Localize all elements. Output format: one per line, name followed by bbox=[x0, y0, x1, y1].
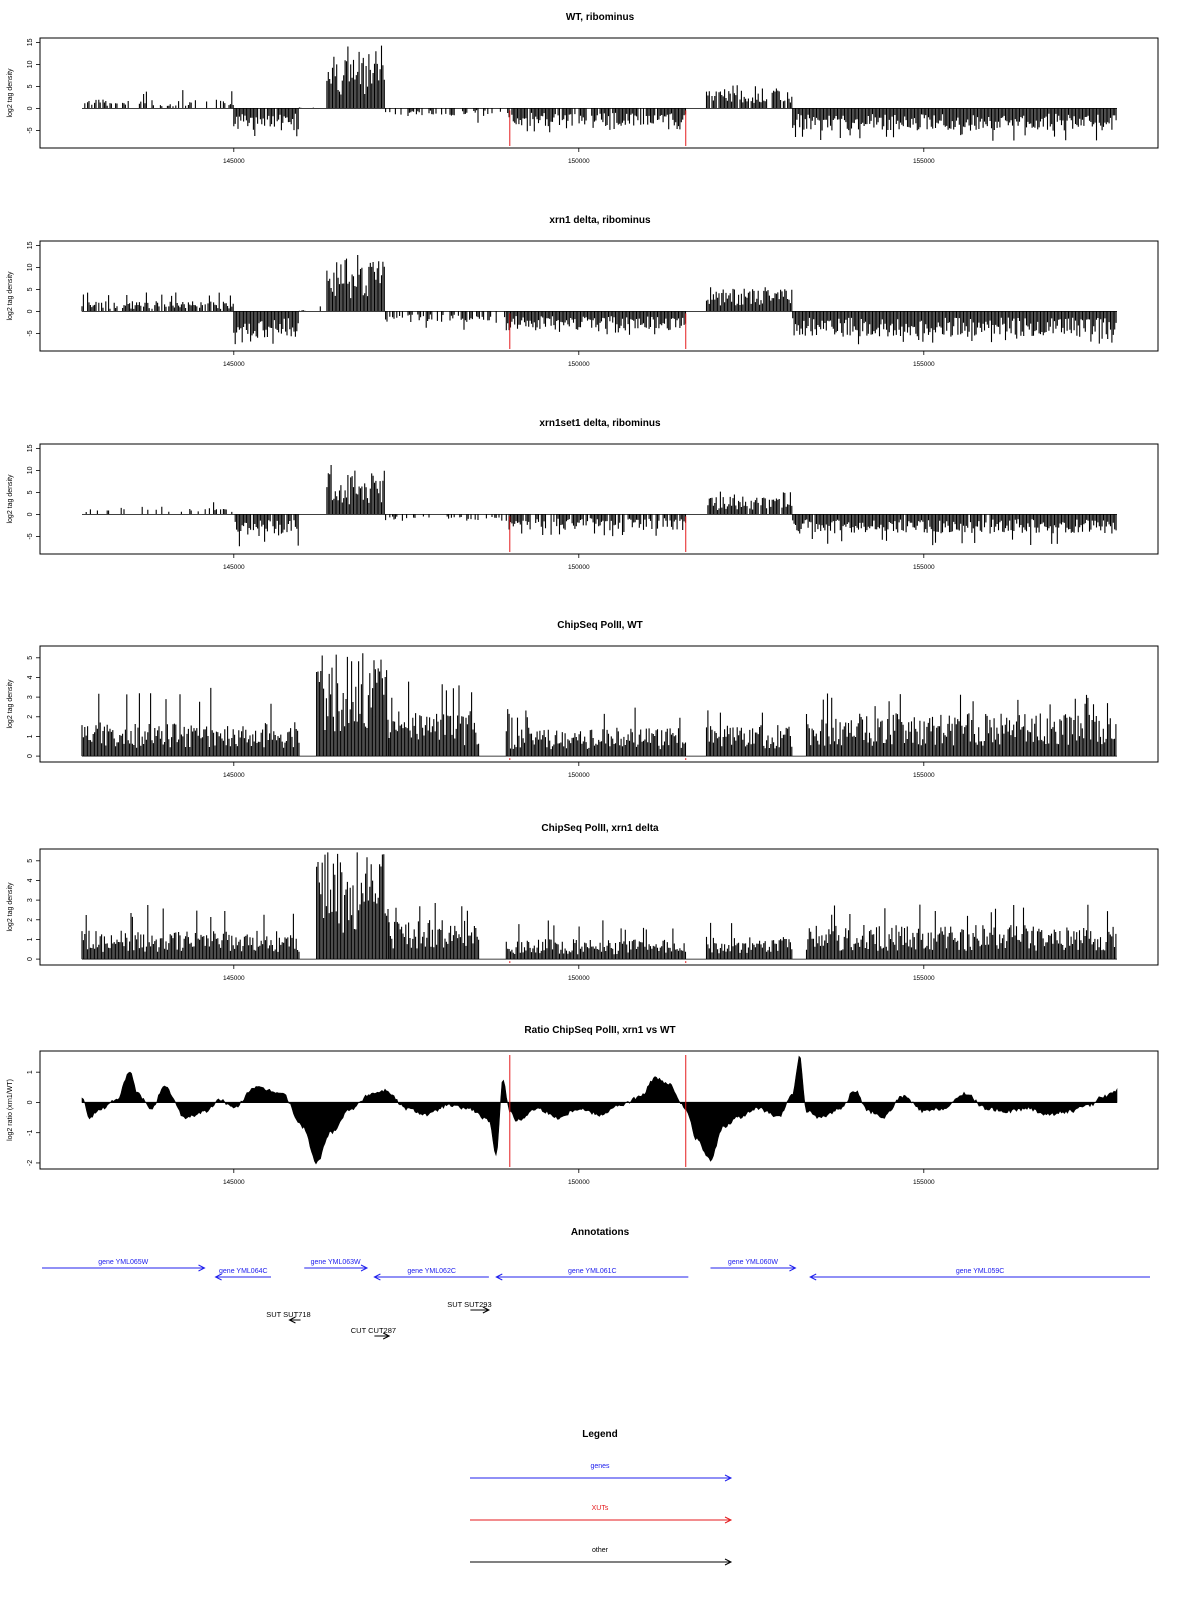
x-tick-label: 155000 bbox=[912, 1179, 935, 1186]
signal-segment bbox=[707, 923, 792, 959]
signal-bars bbox=[299, 306, 320, 311]
plot-frame bbox=[40, 444, 1158, 554]
signal-bars bbox=[327, 46, 384, 109]
panel-title: WT, ribominus bbox=[565, 12, 635, 23]
gene-arrow bbox=[810, 1268, 1150, 1280]
signal-segment bbox=[234, 311, 298, 344]
signal-bars bbox=[389, 903, 479, 959]
y-axis-label: log2 tag density bbox=[7, 474, 14, 524]
y-axis bbox=[27, 38, 40, 133]
data-bars bbox=[82, 653, 1117, 756]
signal-segment bbox=[707, 287, 792, 311]
signal-bars bbox=[386, 108, 501, 122]
y-tick-label: 0 bbox=[27, 309, 34, 314]
gene-arrow bbox=[42, 1259, 205, 1271]
signal-segment bbox=[707, 710, 792, 756]
legend-item bbox=[470, 1463, 731, 1481]
x-tick-label: 145000 bbox=[222, 1179, 245, 1186]
signal-bars bbox=[707, 710, 792, 756]
data-bars bbox=[82, 852, 1117, 959]
signal-bars bbox=[807, 694, 1116, 757]
signal-segment bbox=[793, 514, 1116, 545]
signal-bars bbox=[707, 923, 792, 959]
y-tick-label: 15 bbox=[27, 444, 34, 453]
y-tick-label: 1 bbox=[27, 1070, 34, 1075]
y-axis bbox=[27, 1070, 40, 1166]
y-tick-label: -5 bbox=[27, 127, 34, 134]
signal-bars bbox=[506, 514, 685, 536]
y-tick-label: -2 bbox=[27, 1159, 34, 1167]
chart-panel-3 bbox=[7, 418, 1158, 571]
signal-bars bbox=[327, 465, 384, 514]
signal-bars bbox=[317, 852, 388, 959]
signal-bars bbox=[386, 311, 505, 329]
y-tick-label: -1 bbox=[27, 1129, 34, 1136]
annotations-title: Annotations bbox=[570, 1227, 630, 1238]
gene-arrow bbox=[216, 1268, 271, 1280]
signal-segment bbox=[506, 920, 685, 959]
signal-segment bbox=[82, 688, 299, 756]
signal-bars bbox=[506, 920, 685, 959]
y-tick-label: 5 bbox=[27, 655, 34, 660]
signal-segment bbox=[82, 905, 299, 959]
signal-bars bbox=[708, 492, 792, 515]
panel-title: xrn1 delta, ribominus bbox=[549, 215, 651, 226]
x-axis bbox=[223, 554, 935, 571]
y-axis bbox=[27, 444, 40, 539]
panel-title: xrn1set1 delta, ribominus bbox=[539, 418, 661, 429]
y-tick-label: 1 bbox=[27, 937, 34, 942]
feature-label: SUT SUT718 bbox=[266, 1310, 311, 1319]
y-tick-label: 10 bbox=[27, 263, 34, 272]
gene-label: gene YML059C bbox=[955, 1268, 1005, 1275]
signal-bars bbox=[793, 514, 1116, 545]
ratio-area bbox=[82, 1056, 1117, 1164]
x-tick-label: 150000 bbox=[567, 1179, 590, 1186]
y-tick-label: 2 bbox=[27, 714, 34, 719]
signal-bars bbox=[86, 502, 232, 514]
panel-title: ChipSeq PolII, xrn1 delta bbox=[541, 823, 659, 834]
signal-bars bbox=[707, 85, 792, 108]
feature-arrow bbox=[447, 1300, 491, 1313]
signal-segment bbox=[793, 108, 1116, 140]
y-tick-label: 1 bbox=[27, 734, 34, 739]
gene-arrow bbox=[496, 1268, 688, 1280]
chart-panel-5 bbox=[7, 823, 1158, 982]
signal-segment bbox=[234, 108, 298, 136]
signal-bars bbox=[234, 108, 298, 136]
signal-segment bbox=[506, 708, 685, 757]
chart-panel-6 bbox=[7, 1025, 1158, 1186]
x-tick-label: 150000 bbox=[567, 564, 590, 571]
legend-item bbox=[470, 1547, 731, 1565]
feature-arrow bbox=[351, 1326, 396, 1339]
signal-bars bbox=[386, 514, 502, 520]
signal-bars bbox=[508, 108, 686, 132]
y-axis-label: log2 ratio (xrn1/WT) bbox=[7, 1079, 14, 1141]
panel-title: Ratio ChipSeq PolII, xrn1 vs WT bbox=[524, 1025, 676, 1036]
y-tick-label: 4 bbox=[27, 878, 34, 883]
y-axis-label: log2 tag density bbox=[7, 882, 14, 932]
signal-segment bbox=[389, 903, 479, 959]
signal-segment bbox=[506, 514, 685, 536]
y-tick-label: -5 bbox=[27, 533, 34, 540]
y-tick-label: 5 bbox=[27, 490, 34, 495]
chart-panel-1 bbox=[7, 12, 1158, 165]
gene-label: gene YML060W bbox=[727, 1259, 779, 1266]
signal-segment bbox=[327, 46, 384, 109]
y-tick-label: 0 bbox=[27, 957, 34, 962]
x-tick-label: 145000 bbox=[222, 361, 245, 368]
signal-segment bbox=[85, 90, 233, 108]
data-bars bbox=[82, 46, 1117, 141]
gene-label: gene YML063W bbox=[310, 1259, 361, 1266]
signal-bars bbox=[389, 682, 479, 757]
signal-segment bbox=[386, 514, 502, 520]
legend-item-label: genes bbox=[590, 1463, 610, 1470]
y-axis-label: log2 tag density bbox=[7, 679, 14, 729]
signal-segment bbox=[508, 108, 686, 132]
y-tick-label: 15 bbox=[27, 241, 34, 250]
y-tick-label: 3 bbox=[27, 695, 34, 700]
y-axis-label: log2 tag density bbox=[7, 271, 14, 321]
y-tick-label: 0 bbox=[27, 512, 34, 517]
x-axis bbox=[223, 351, 935, 368]
signal-segment bbox=[506, 311, 685, 334]
signal-segment bbox=[327, 255, 384, 311]
signal-bars bbox=[82, 905, 299, 959]
x-axis bbox=[223, 1169, 935, 1186]
plot-frame bbox=[40, 241, 1158, 351]
y-axis bbox=[27, 241, 40, 336]
x-tick-label: 145000 bbox=[222, 772, 245, 779]
x-tick-label: 155000 bbox=[912, 772, 935, 779]
signal-bars bbox=[506, 708, 685, 757]
legend-item bbox=[470, 1505, 731, 1523]
x-tick-label: 145000 bbox=[222, 975, 245, 982]
gene-label: gene YML064C bbox=[219, 1268, 268, 1275]
chart-panel-4 bbox=[7, 620, 1158, 779]
signal-segment bbox=[807, 694, 1116, 757]
y-tick-label: -5 bbox=[27, 330, 34, 337]
y-tick-label: 5 bbox=[27, 858, 34, 863]
legend-panel bbox=[470, 1429, 731, 1565]
legend-item-label: XUTs bbox=[591, 1505, 609, 1512]
x-tick-label: 150000 bbox=[567, 361, 590, 368]
signal-bars bbox=[793, 311, 1116, 344]
x-axis bbox=[223, 148, 935, 165]
y-tick-label: 15 bbox=[27, 38, 34, 47]
gene-label: gene YML065W bbox=[98, 1259, 149, 1266]
signal-bars bbox=[82, 688, 299, 756]
signal-segment bbox=[299, 306, 320, 311]
signal-bars bbox=[234, 311, 298, 344]
y-tick-label: 5 bbox=[27, 287, 34, 292]
y-tick-label: 0 bbox=[27, 754, 34, 759]
y-tick-label: 10 bbox=[27, 60, 34, 69]
y-tick-label: 5 bbox=[27, 84, 34, 89]
signal-bars bbox=[317, 653, 388, 756]
signal-segment bbox=[235, 514, 298, 546]
y-tick-label: 3 bbox=[27, 898, 34, 903]
feature-arrow bbox=[266, 1310, 310, 1323]
signal-bars bbox=[506, 311, 685, 334]
y-axis bbox=[27, 859, 40, 961]
signal-segment bbox=[386, 108, 501, 122]
signal-segment bbox=[793, 311, 1116, 344]
annotations-panel bbox=[42, 1227, 1150, 1339]
chart-panel-2 bbox=[7, 215, 1158, 368]
y-tick-label: 0 bbox=[27, 1100, 34, 1105]
y-tick-label: 4 bbox=[27, 675, 34, 680]
signal-bars bbox=[793, 108, 1116, 140]
legend-item-label: other bbox=[592, 1547, 608, 1554]
signal-segment bbox=[317, 852, 388, 959]
signal-bars bbox=[707, 287, 792, 311]
x-tick-label: 155000 bbox=[912, 158, 935, 165]
x-tick-label: 145000 bbox=[222, 564, 245, 571]
gene-arrow bbox=[374, 1268, 488, 1280]
x-axis bbox=[223, 762, 935, 779]
signal-segment bbox=[708, 492, 792, 515]
data-bars bbox=[82, 465, 1117, 546]
y-tick-label: 10 bbox=[27, 466, 34, 475]
x-tick-label: 145000 bbox=[222, 158, 245, 165]
signal-segment bbox=[707, 85, 792, 108]
legend-title: Legend bbox=[582, 1429, 618, 1440]
feature-label: CUT CUT287 bbox=[350, 1326, 397, 1335]
x-tick-label: 155000 bbox=[912, 564, 935, 571]
gene-label: gene YML062C bbox=[407, 1268, 456, 1275]
gene-arrow bbox=[304, 1259, 367, 1271]
signal-bars bbox=[82, 293, 233, 312]
ratio-fill bbox=[82, 1056, 1117, 1164]
y-axis-label: log2 tag density bbox=[7, 68, 14, 118]
signal-bars bbox=[235, 514, 298, 546]
data-bars bbox=[82, 255, 1117, 344]
y-tick-label: 0 bbox=[27, 106, 34, 111]
feature-label: SUT SUT293 bbox=[447, 1300, 492, 1309]
signal-segment bbox=[317, 653, 388, 756]
x-tick-label: 155000 bbox=[912, 975, 935, 982]
signal-bars bbox=[85, 90, 233, 108]
plot-frame bbox=[40, 38, 1158, 148]
x-tick-label: 150000 bbox=[567, 772, 590, 779]
signal-segment bbox=[82, 293, 233, 312]
gene-arrow bbox=[710, 1259, 795, 1271]
x-tick-label: 150000 bbox=[567, 975, 590, 982]
signal-bars bbox=[327, 255, 384, 311]
signal-segment bbox=[386, 311, 505, 329]
signal-segment bbox=[327, 465, 384, 514]
signal-bars bbox=[807, 905, 1116, 960]
gene-label: gene YML061C bbox=[568, 1268, 617, 1275]
signal-segment bbox=[807, 905, 1116, 960]
x-tick-label: 155000 bbox=[912, 361, 935, 368]
signal-segment bbox=[389, 682, 479, 757]
y-tick-label: 2 bbox=[27, 917, 34, 922]
signal-segment bbox=[86, 502, 232, 514]
x-tick-label: 150000 bbox=[567, 158, 590, 165]
panel-title: ChipSeq PolII, WT bbox=[557, 620, 643, 631]
y-axis bbox=[27, 656, 40, 758]
x-axis bbox=[223, 965, 935, 982]
